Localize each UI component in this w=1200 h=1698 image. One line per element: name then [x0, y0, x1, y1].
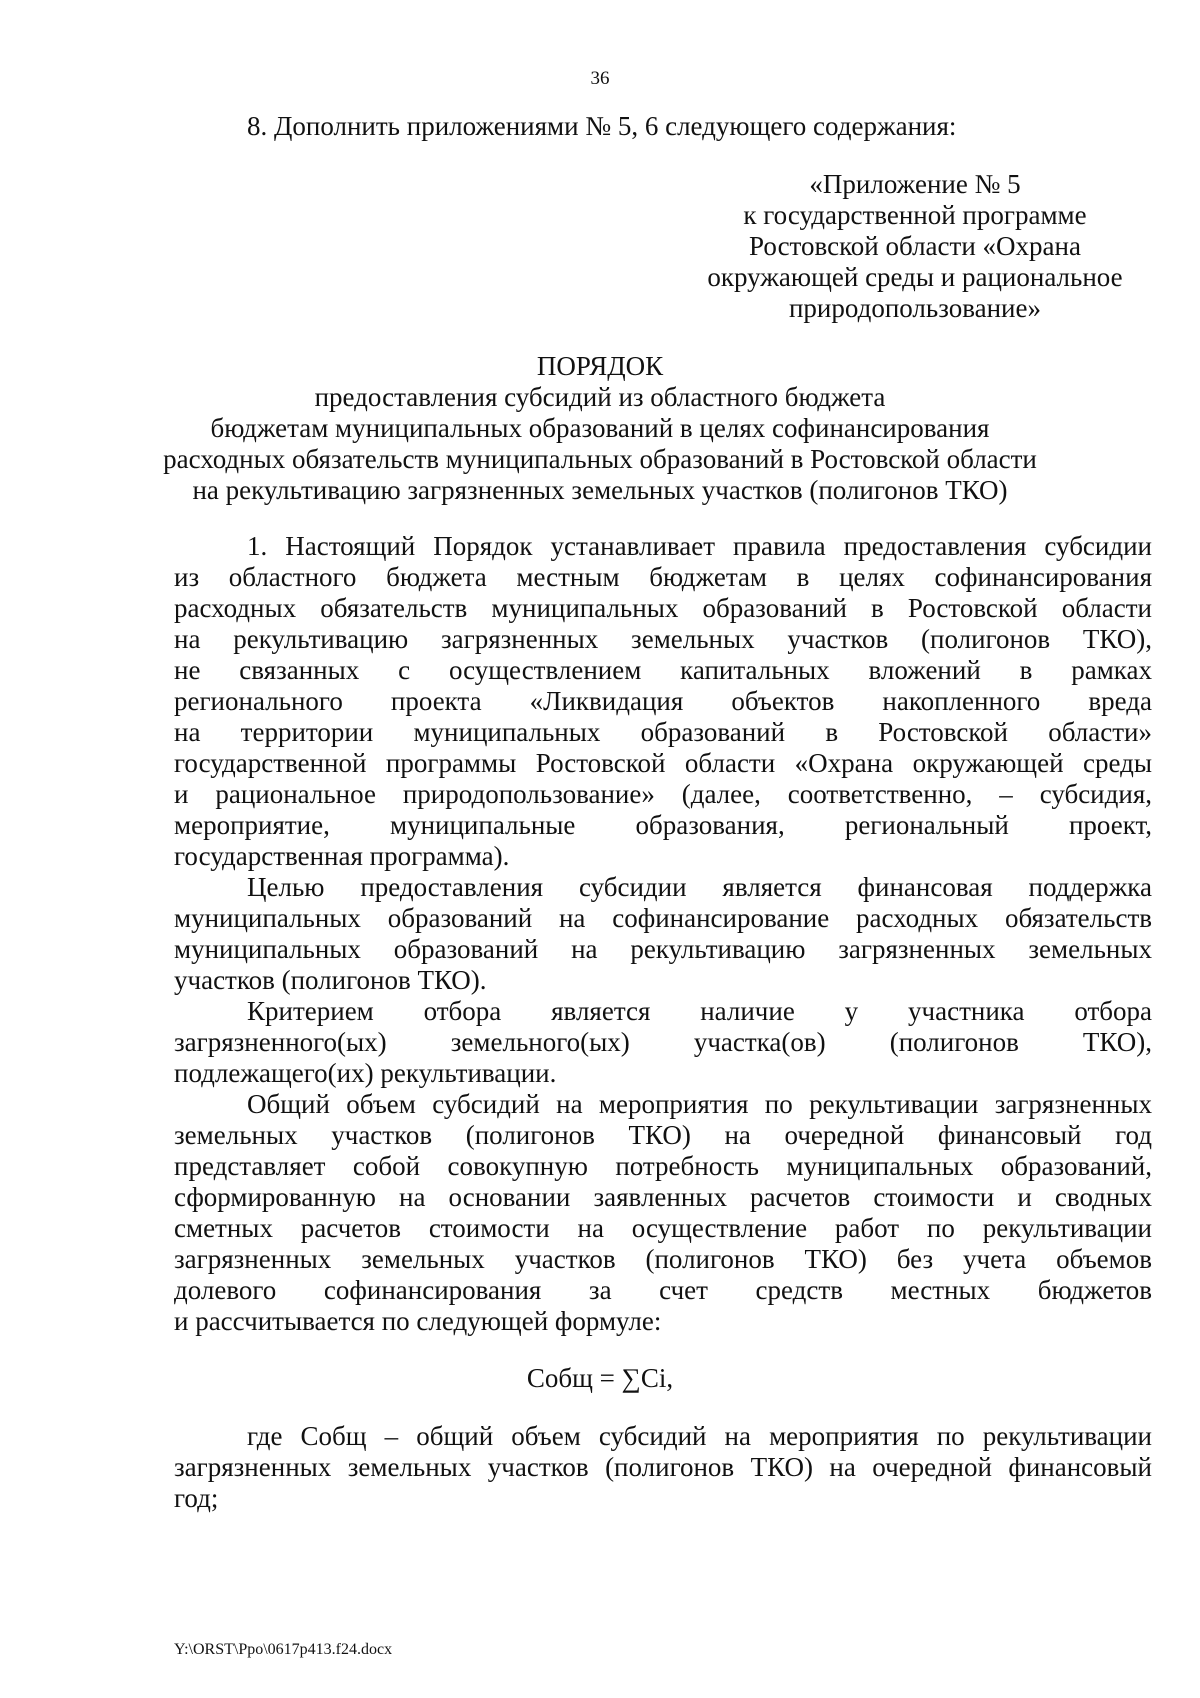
formula: Cобщ = ∑Ci,: [526, 1363, 674, 1393]
paragraph-line: государственная программа).: [174, 841, 510, 871]
paragraph-line: из областного бюджета местным бюджетам в целях софинансирования: [174, 562, 1152, 592]
subtitle-line: предоставления субсидий из областного бюджета: [314, 382, 886, 412]
paragraph-line: земельных участков (полигонов ТКО) на очередной финансовый год: [174, 1120, 1152, 1150]
paragraph-line: и рациональное природопользование» (далее, соответственно, – субсидия,: [174, 779, 1152, 809]
paragraph-line: муниципальных образований на софинансирование расходных обязательств: [174, 903, 1152, 933]
document-title: ПОРЯДОК: [536, 351, 664, 381]
paragraph-line: сформированную на основании заявленных расчетов стоимости и сводных: [174, 1182, 1152, 1212]
paragraph-line: загрязненных земельных участков (полигонов ТКО) на очередной финансовый: [174, 1452, 1152, 1482]
footer-file-path: Y:\ORST\Ppo\0617p413.f24.docx: [174, 1641, 393, 1658]
paragraph-line: регионального проекта «Ликвидация объектов накопленного вреда: [174, 686, 1152, 716]
paragraph-line: долевого софинансирования за счет средств местных бюджетов: [174, 1275, 1152, 1305]
paragraph-line: загрязненного(ых) земельного(ых) участка(ов) (полигонов ТКО),: [174, 1027, 1152, 1057]
paragraph-line: не связанных с осуществлением капитальных вложений в рамках: [174, 655, 1152, 685]
appendix-line: Ростовской области «Охрана: [749, 231, 1081, 261]
paragraph-line: участков (полигонов ТКО).: [174, 965, 487, 995]
paragraph-line: Критерием отбора является наличие у участника отбора: [247, 996, 1152, 1026]
paragraph-line: представляет собой совокупную потребность муниципальных образований,: [174, 1151, 1152, 1181]
subtitle-line: бюджетам муниципальных образований в целях софинансирования: [210, 413, 990, 443]
paragraph-line: Общий объем субсидий на мероприятия по рекультивации загрязненных: [247, 1089, 1152, 1119]
subtitle-line: на рекультивацию загрязненных земельных участков (полигонов ТКО): [192, 475, 1008, 505]
paragraph-line: на рекультивацию загрязненных земельных участков (полигонов ТКО),: [174, 624, 1152, 654]
paragraph-line: сметных расчетов стоимости на осуществление работ по рекультивации: [174, 1213, 1152, 1243]
paragraph-line: загрязненных земельных участков (полигонов ТКО) без учета объемов: [174, 1244, 1152, 1274]
paragraph-line: и рассчитывается по следующей формуле:: [174, 1306, 662, 1336]
paragraph-line: муниципальных образований на рекультивацию загрязненных земельных: [174, 934, 1152, 964]
paragraph-line: 1. Настоящий Порядок устанавливает правила предоставления субсидии: [247, 531, 1152, 561]
paragraph-line: где Cобщ – общий объем субсидий на мероприятия по рекультивации: [247, 1421, 1152, 1451]
appendix-line: природопользование»: [788, 293, 1041, 323]
paragraph-line: мероприятие, муниципальные образования, региональный проект,: [174, 810, 1152, 840]
appendix-line: «Приложение № 5: [809, 169, 1021, 199]
page-number: 36: [590, 68, 610, 89]
appendix-line: окружающей среды и рациональное: [707, 262, 1123, 292]
paragraph-line: государственной программы Ростовской области «Охрана окружающей среды: [174, 748, 1152, 778]
paragraph-line: на территории муниципальных образований в Ростовской области»: [174, 717, 1152, 747]
paragraph-line: Целью предоставления субсидии является финансовая поддержка: [247, 872, 1152, 902]
appendix-line: к государственной программе: [743, 200, 1087, 230]
paragraph-line: год;: [174, 1483, 219, 1513]
intro-line: 8. Дополнить приложениями № 5, 6 следующего содержания:: [247, 111, 957, 141]
subtitle-line: расходных обязательств муниципальных образований в Ростовской области: [163, 444, 1037, 474]
paragraph-line: подлежащего(их) рекультивации.: [174, 1058, 557, 1088]
paragraph-line: расходных обязательств муниципальных образований в Ростовской области: [174, 593, 1152, 623]
